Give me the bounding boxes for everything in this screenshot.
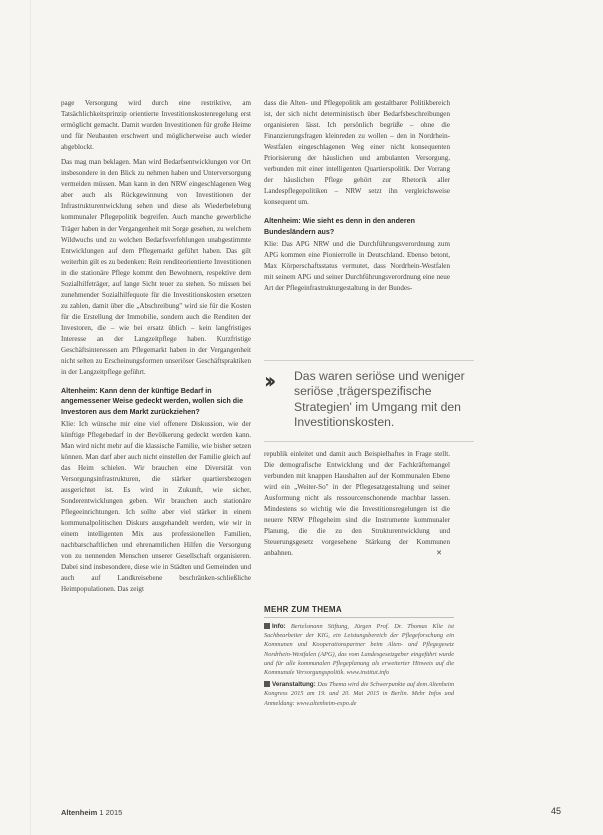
more-item-info-text: Bertelsmann Stiftung, Jürgen Prof. Dr. Thomas Klie ist Sachbearbeiter der KIG, ein Leistungsbereich der Pflegeforschung ein Kommunen und Kooperationspartner beim Alten- und Pflegegesetz Nordrhein-Westfalen (APG), das vom Landesgesetzgeber eingeführt wurde und für alle kommunalen Pflegeplanung als erweiterter Hinweis auf die Kommunale Versorgungspolitik. www.institut.info	[264, 623, 454, 677]
end-of-article-icon: ✕	[436, 549, 442, 558]
more-item-event-tag: Veranstaltung:	[272, 681, 316, 689]
binding-shadow	[30, 0, 31, 835]
more-on-topic-heading: MEHR ZUM THEMA	[264, 605, 454, 618]
more-item-event-text: Das Thema wird die Schwerpunkte auf dem Altenheim Kongress 2015 am 19. und 20. Mai 2015 in Berlin. Mehr Infos und Anmeldung: www.altenheim-expo.de	[264, 681, 455, 707]
left-paragraph-3: Klie: Ich wünsche mir eine viel offenere Diskussion, wie der künftige Pflegebedarf in der Bevölkerung gedeckt werden kann. Man wird nicht mehr auf die klassische Familie, wie bisher setzen können. Man darf aber auch nicht einstellen der Familie gleich auf das Heim schielen. Wir brauchen eine Diversität von Versorgungsinfrastrukturen, die stärker quartiersbezogen ausgerichtet ist. Es wird in Zukunft, wie sicher, Sonderentwicklungen geben. Wir brauchen auch stationäre Pflegeeinrichtungen. Ich sollte aber viel stärker in einem kommunalpolitischen Diskurs ausgehandelt werden, wie wir in einem intelligenten Mix aus professionellen Familien, nachbarschaftlichen und ehrenamtlichen Hilfen die Versorgung von zu nennenden Menschen unserer Gesellschaft organisieren. Dabei sind insbesondere, diese wie in Städten und Gemeinden und auch auf Landkreisebene beschränken-schließliche Heimpopulationen. Das zeigt	[61, 419, 251, 594]
interview-question-2: Altenheim: Kann denn der künftige Bedarf in angemessener Weise gedeckt werden, wollen sich die Investoren aus dem Markt zurückziehen?	[61, 387, 244, 416]
right-paragraph-3-text: republik einleitet und damit auch Beispielhaftes in Frage stellt. Die demografische Entwicklung und der Fachkräftemangel verbunden mit knappen Haushalten auf der Kommunalen Ebene wird ein „Weiter-So" in der Pflegesatzgestaltung und seiner Ausformung nicht als ressourcenschonende machbar lassen. Mindestens so wichtig wie die Investitionsregelungen ist die neuere NRW Pflegeheim sind die Instrumente kommunaler Planung, die die zu den Strukturentwicklung und Steuerungsgesetz vorgesehene Stärkung der Kommunen anbahnen.	[264, 450, 450, 558]
right-column-bottom	[264, 449, 450, 563]
page-number: 45	[551, 806, 562, 816]
square-bullet-icon	[264, 623, 270, 629]
magazine-name: Altenheim	[61, 808, 98, 817]
square-bullet-icon	[264, 681, 270, 687]
page-footer	[61, 808, 461, 817]
right-paragraph-3	[264, 449, 450, 559]
more-item-info	[264, 622, 454, 677]
left-column	[61, 98, 251, 600]
right-paragraph-2: Klie: Das APG NRW und die Durchführungsverordnung zum APG kommen eine Pionierrolle in Deutschland. Ebenso betont, Max Körperschaftsstatus vermutet, dass Nordrhein-Westfalen mit seinem APG und seiner Durchführungsverordnung eine neue Art der Pflegeinfrastrukturgestaltung in der Bundes-	[264, 239, 450, 293]
right-column-top	[264, 98, 450, 298]
issue-number: 1 2015	[99, 808, 123, 817]
double-chevron-icon: ››	[264, 369, 272, 393]
more-item-event	[264, 680, 454, 708]
right-paragraph-1: dass die Alten- und Pflegepolitik am gestaltbarer Politikbereich ist, der sich nicht deterministisch über Bedarfsbeschreibungen organisieren lässt. Ich persönlich begrüße – ohne die Finanzierungsfragen kleinreden zu wollen – den in Nordrhein-Westfalen eingeschlagenen Weg einer nicht konsequenten Priorisierung der häuslichen und ambulanten Versorgung, verbunden mit einer intelligenten Quartierspolitik. Der Vorrang der häuslichen Pflege gehört zur Rhetorik aller Landespflegepolitiken – NRW setzt ihn vergleichsweise konsequent um.	[264, 99, 450, 207]
pull-quote-text: Das waren seriöse und weniger seriöse ‚trägerspezifische Strategien' im Umgang mit den Investitionskosten.	[294, 369, 465, 430]
left-paragraph-1: page Versorgung wird durch eine restriktive, am Tatsächlichkeitsprinzip orientierte Investitionskostenregelung erst ermöglicht gemacht. Damit wurden Investitionen für große Heime und für Neubauten erschwert und möglicherweise auch wieder abgeblockt.	[61, 99, 251, 152]
more-on-topic-box	[264, 605, 454, 711]
pull-quote	[264, 360, 474, 442]
more-item-info-tag: Info:	[272, 623, 286, 630]
interview-question-1: Altenheim: Wie sieht es denn in den anderen Bundesländern aus?	[264, 217, 415, 236]
left-paragraph-2: Das mag man beklagen. Man wird Bedarfsentwicklungen vor Ort insbesondere in den Blick zu nehmen haben und Unterversorgung vermeiden müssen. Man kann in den NRW eingeschlagenen Weg aber auch als Rückgewinnung von Investitionen der Infrastrukturentwicklung sehen und diese als Wiederbelebung kommunaler Pflegepolitik begreifen. Auch manche gewerbliche Träger haben in der Vergangenheit mit Sorge gesehen, zu welchem Wildwuchs und zu welchen Bedarfsverfehlungen unabgestimmte Entwicklungen auf dem Pflegemarkt geführt haben. Das gilt weiterhin gilt es zu bedenken: Rein renditeorientierte Investitionen in die stationäre Pflege kommt den Bewohnern, respektive dem Sozialhilfeträger, auf lange Sicht teuer zu stehen. So müssen bei zunehmender Sozialhilfequote für die Investitionskosten ersetzen zu zahlen, damit über die „Abschreibung" wird sie für die Kosten für die Erstellung der Immobilie, sondern auch die Renditen der Investoren, die – wie bei ersatz üblich – kein langfristiges Interesse an der Langzeitpflege haben. Kurzfristige Geschäftsinteressen am Pflegemarkt haben in der Vergangenheit nicht selten zu Erscheinungsformen unseriöser Geschäftspraktiken in der Langzeitpflege geführt.	[61, 158, 251, 377]
